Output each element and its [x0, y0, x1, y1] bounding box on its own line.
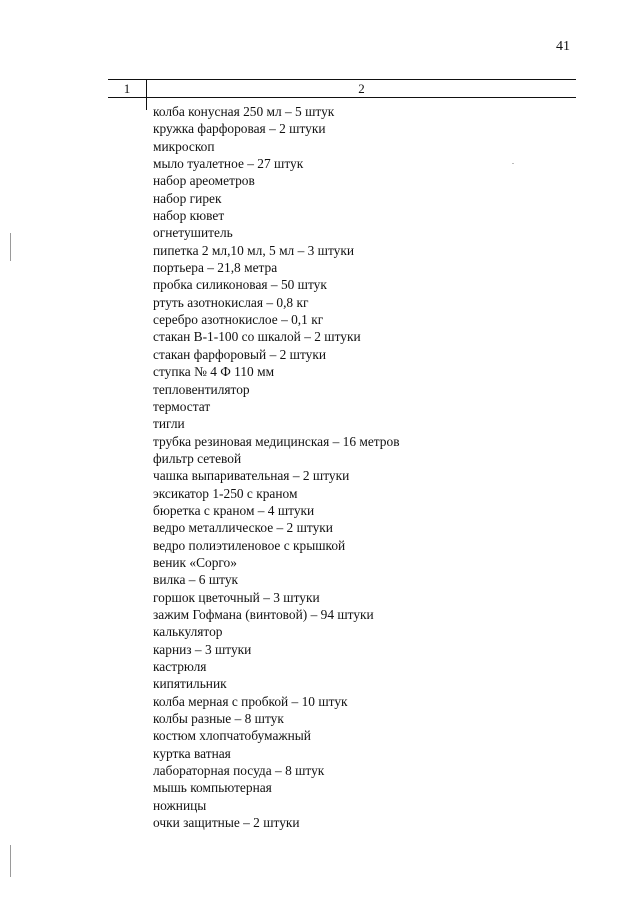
list-item: куртка ватная	[153, 745, 231, 761]
list-item: мышь компьютерная	[153, 780, 272, 796]
list-item: веник «Сорго»	[153, 554, 237, 570]
list-item: ведро металлическое – 2 штуки	[153, 520, 333, 536]
list-item: пипетка 2 мл,10 мл, 5 мл – 3 штуки	[153, 242, 355, 258]
list-item: костюм хлопчатобумажный	[153, 728, 311, 744]
scan-speck	[512, 163, 514, 164]
list-item: лабораторная посуда – 8 штук	[153, 763, 325, 779]
list-item: кружка фарфоровая – 2 штуки	[153, 121, 326, 137]
list-item: очки защитные – 2 штуки	[153, 815, 300, 831]
list-item: ртуть азотнокислая – 0,8 кг	[153, 294, 309, 310]
list-item: ведро полиэтиленовое с крышкой	[153, 537, 346, 553]
list-item: ступка № 4 Ф 110 мм	[153, 364, 275, 380]
list-item: серебро азотнокислое – 0,1 кг	[153, 312, 324, 328]
margin-scan-mark	[10, 233, 11, 261]
list-item: эксикатор 1-250 с краном	[153, 485, 298, 501]
list-item: горшок цветочный – 3 штуки	[153, 589, 320, 605]
page-number: 41	[556, 39, 570, 54]
list-item: набор кювет	[153, 208, 225, 224]
item-list	[153, 103, 400, 831]
list-item: кастрюля	[153, 659, 207, 674]
list-item: вилка – 6 штук	[153, 572, 239, 588]
list-item: стакан В-1-100 со шкалой – 2 штуки	[153, 329, 361, 345]
column-header-1: 1	[123, 81, 131, 96]
list-item: зажим Гофмана (винтовой) – 94 штуки	[153, 606, 374, 622]
list-item: колба конусная 250 мл – 5 штук	[153, 104, 335, 119]
margin-scan-mark	[10, 845, 11, 877]
list-item: тепловентилятор	[153, 381, 250, 397]
list-item: чашка выпаривательная – 2 штуки	[153, 468, 350, 484]
list-item: набор ареометров	[153, 173, 255, 189]
list-item: колба мерная с пробкой – 10 штук	[153, 693, 348, 709]
list-item: бюретка с краном – 4 штуки	[153, 502, 315, 518]
column-header-2: 2	[358, 81, 365, 96]
list-item: колбы разные – 8 штук	[153, 711, 284, 727]
table-header	[108, 79, 576, 98]
list-item: мыло туалетное – 27 штук	[153, 156, 304, 172]
list-item: калькулятор	[153, 624, 223, 640]
list-item: термостат	[153, 398, 211, 414]
list-item: набор гирек	[153, 190, 222, 206]
column-divider-tail	[146, 96, 147, 110]
list-item: ножницы	[153, 797, 207, 813]
list-item: огнетушитель	[153, 225, 233, 241]
list-item: тигли	[153, 416, 185, 432]
list-item: стакан фарфоровый – 2 штуки	[153, 346, 327, 362]
list-item: карниз – 3 штуки	[153, 641, 252, 657]
list-item: фильтр сетевой	[153, 450, 242, 466]
list-item: кипятильник	[153, 676, 227, 692]
list-item: портьера – 21,8 метра	[153, 260, 278, 276]
list-item: микроскоп	[153, 138, 215, 154]
list-item: пробка силиконовая – 50 штук	[153, 277, 327, 293]
list-item: трубка резиновая медицинская – 16 метров	[153, 433, 400, 449]
